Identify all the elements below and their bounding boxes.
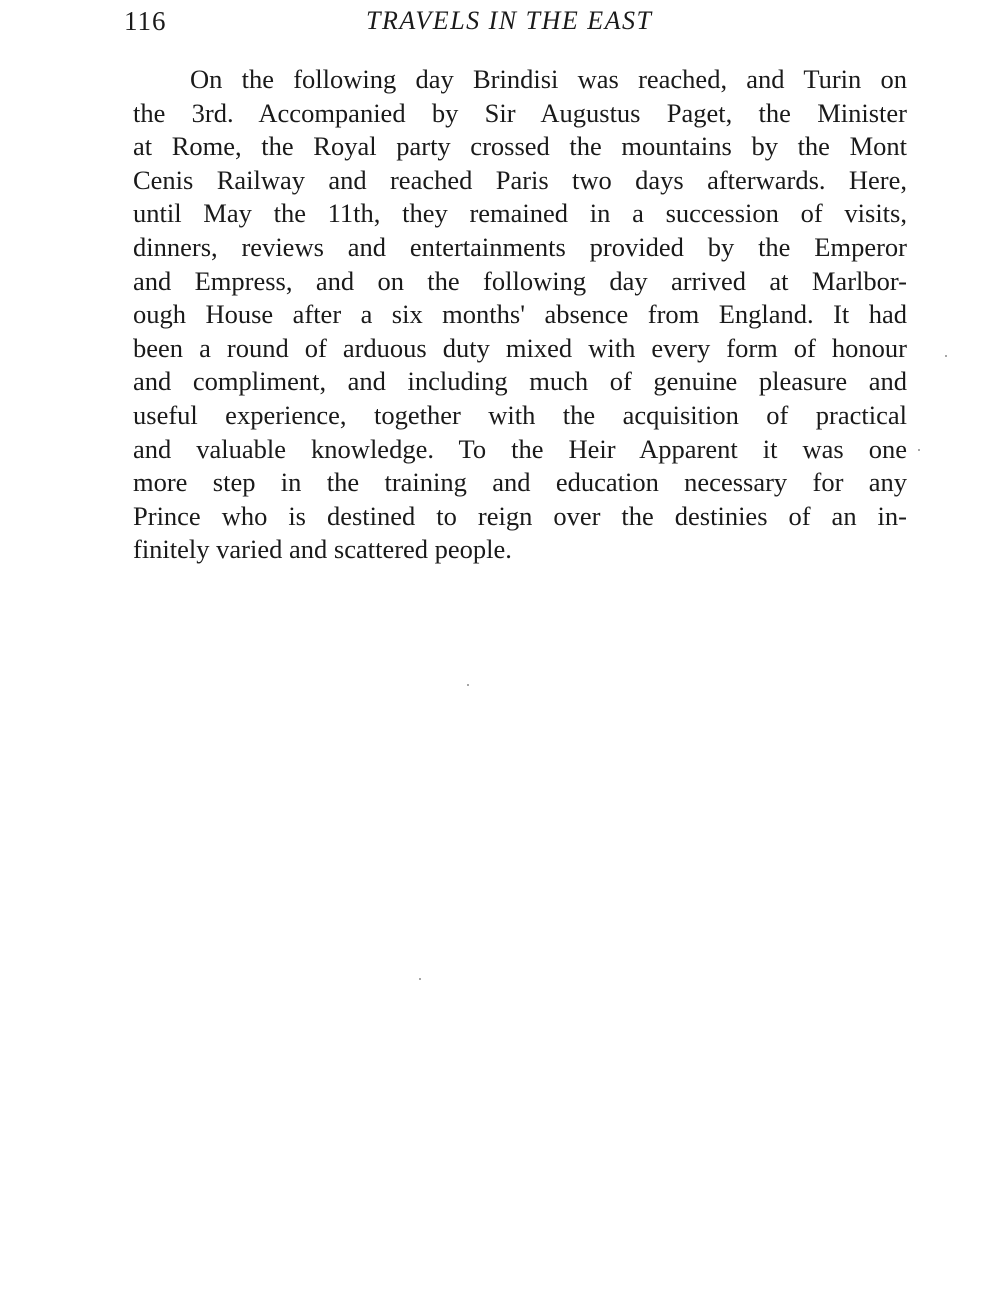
text-line: and valuable knowledge. To the Heir Apparent it was one: [133, 433, 907, 464]
scan-speck: [467, 684, 469, 686]
text-line: dinners, reviews and entertainments provided by the Emperor: [133, 231, 907, 262]
text-line: the 3rd. Accompanied by Sir Augustus Paget, the Minister: [133, 97, 907, 128]
page-number: 116: [124, 6, 167, 36]
text-line: useful experience, together with the acquisition of practical: [133, 399, 907, 430]
scan-speck: [918, 449, 920, 451]
text-line: ough House after a six months' absence from England. It had: [133, 299, 907, 330]
text-line: Cenis Railway and reached Paris two days afterwards. Here,: [133, 164, 907, 195]
text-line: until May the 11th, they remained in a succession of visits,: [133, 198, 907, 229]
text-line: Prince who is destined to reign over the destinies of an in-: [133, 500, 907, 531]
scan-speck: [945, 355, 947, 357]
text-line: finitely varied and scattered people.: [133, 534, 512, 565]
text-line: been a round of arduous duty mixed with every form of honour: [133, 332, 907, 363]
text-line: more step in the training and education necessary for any: [133, 467, 907, 498]
body-paragraph: [133, 63, 907, 567]
text-line: and compliment, and including much of genuine pleasure and: [133, 366, 907, 397]
running-head-title: TRAVELS IN THE EAST: [366, 6, 653, 35]
text-line: On the following day Brindisi was reached, and Turin on: [190, 64, 907, 94]
text-line: and Empress, and on the following day arrived at Marlbor-: [133, 265, 907, 296]
text-line: at Rome, the Royal party crossed the mountains by the Mont: [133, 131, 907, 162]
scan-speck: [419, 978, 421, 980]
